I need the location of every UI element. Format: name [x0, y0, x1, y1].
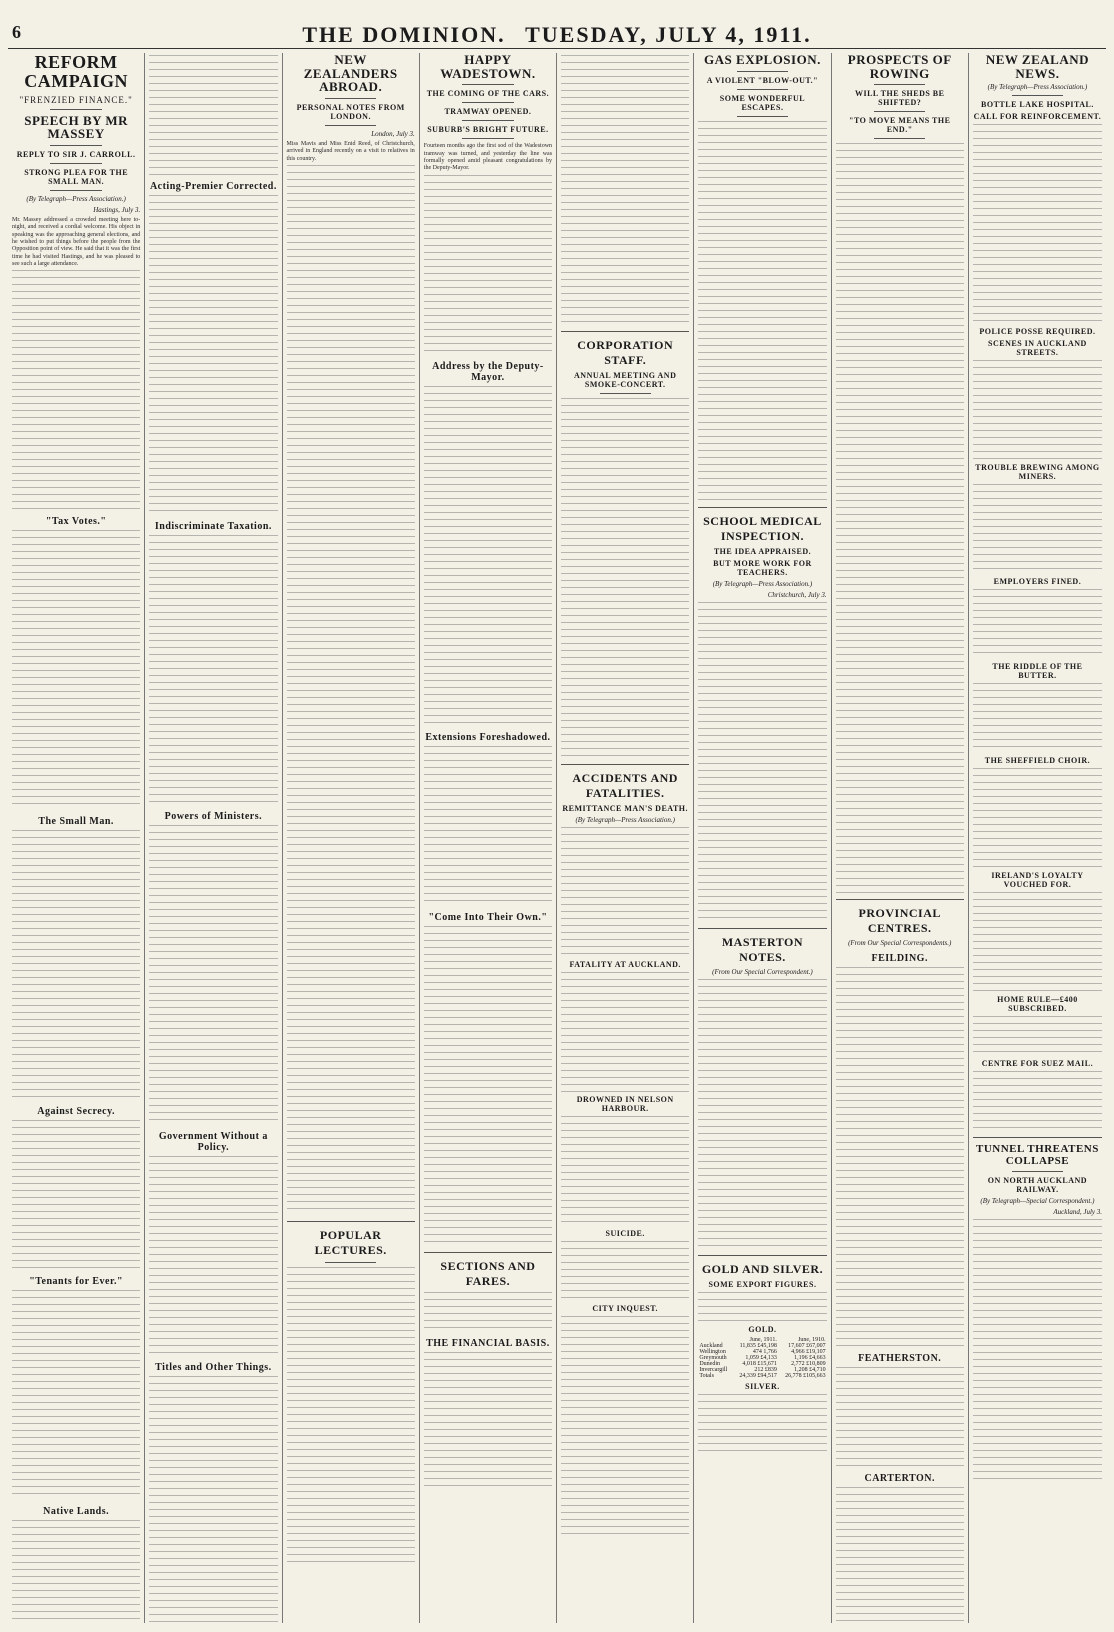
- subhead-ireland-loyalty: IRELAND'S LOYALTY VOUCHED FOR.: [991, 871, 1084, 890]
- article-text: [973, 484, 1102, 574]
- paper-name: THE DOMINION.: [302, 22, 506, 47]
- table-row: Totals 24,339 £94,517 26,778 £105,663: [699, 1372, 826, 1379]
- headline-speech: SPEECH BY MR MASSEY: [24, 112, 128, 142]
- dateline: London, July 3.: [371, 129, 415, 138]
- headline-happy-wadestown: HAPPY WADESTOWN.: [440, 53, 536, 81]
- masthead-date: JULY 4, 1911.: [655, 22, 812, 47]
- section-against-secrecy: Against Secrecy.: [37, 1106, 116, 1118]
- article-text: [424, 175, 552, 355]
- article-text: [836, 967, 964, 1347]
- table-row: Greymouth 1,059 £4,133 1,196 £4,663: [699, 1354, 826, 1361]
- article-text: [12, 270, 140, 510]
- headline-gold-silver: GOLD AND SILVER.: [701, 1261, 824, 1276]
- article-text: [149, 55, 277, 175]
- headline-gas-explosion: GAS EXPLOSION.: [704, 53, 821, 67]
- column-4: [420, 53, 557, 1623]
- headline-popular-lectures: POPULAR LECTURES.: [314, 1227, 387, 1257]
- subhead-move-means-end: "TO MOVE MEANS THE END.": [849, 116, 951, 135]
- article-text: [149, 535, 277, 805]
- dateline: Hastings, July 3.: [93, 206, 141, 215]
- subhead-trouble-miners: TROUBLE BREWING AMONG MINERS.: [975, 463, 1100, 482]
- headline-nz-abroad: NEW ZEALANDERS ABROAD.: [303, 53, 398, 95]
- subhead-home-rule: HOME RULE—£400 SUBSCRIBED.: [997, 995, 1078, 1014]
- article-text: [287, 1267, 415, 1567]
- subhead-drowned-nelson: DROWNED IN NELSON HARBOUR.: [576, 1095, 674, 1113]
- headline-tunnel-collapse: TUNNEL THREATENS COLLAPSE: [976, 1143, 1099, 1167]
- table-title-gold: GOLD.: [748, 1324, 777, 1334]
- table-title-silver: SILVER.: [745, 1381, 780, 1391]
- section-native-lands: Native Lands.: [43, 1506, 110, 1518]
- dateline: Auckland, July 3.: [1053, 1208, 1102, 1217]
- section-tenants-for-ever: "Tenants for Ever.": [29, 1276, 124, 1288]
- subhead-reinforcement: CALL FOR REINFORCEMENT.: [973, 112, 1102, 122]
- subhead-strong-plea: STRONG PLEA FOR THE SMALL MAN.: [24, 168, 129, 187]
- article-text: [149, 1376, 277, 1623]
- headline-school-medical: SCHOOL MEDICAL INSPECTION.: [703, 513, 822, 543]
- section-tax-votes: "Tax Votes.": [45, 516, 107, 528]
- article-text: [12, 1290, 140, 1500]
- article-paragraph: Fourteen months ago the first sod of the Wadestown tramway was turned, and yesterday the line was formally opened amid pleasant congratulations by the Deputy-Mayor.: [423, 143, 553, 172]
- column-5: [557, 53, 694, 1623]
- article-text: [561, 827, 689, 957]
- headline-prospects-rowing: PROSPECTS OF ROWING: [847, 53, 952, 81]
- subhead-north-auckland: ON NORTH AUCKLAND RAILWAY.: [987, 1176, 1088, 1195]
- article-text: [973, 768, 1102, 868]
- section-financial-basis: THE FINANCIAL BASIS.: [426, 1337, 550, 1349]
- column-8: [969, 53, 1106, 1623]
- columns: [8, 53, 1106, 1623]
- article-text: [561, 1241, 689, 1301]
- article-text: [836, 1487, 964, 1623]
- byline: (By Telegraph—Press Association.): [712, 579, 813, 588]
- article-text: [973, 1071, 1102, 1131]
- article-text: [149, 195, 277, 515]
- subhead-auckland-streets: SCENES IN AUCKLAND STREETS.: [988, 339, 1087, 358]
- section-come-into-their-own: "Come Into Their Own.": [428, 911, 548, 923]
- subhead-riddle-butter: THE RIDDLE OF THE BUTTER.: [992, 662, 1083, 681]
- subhead-blow-out: A VIOLENT "BLOW-OUT.": [706, 75, 819, 85]
- article-text: [561, 1316, 689, 1536]
- section-titles: Titles and Other Things.: [155, 1362, 272, 1373]
- article-text: [287, 165, 415, 1215]
- section-government-without-policy: Government Without a Policy.: [158, 1131, 268, 1153]
- table-row: Invercargill 212 £839 1,208 £4,710: [699, 1366, 826, 1373]
- article-text: [698, 1394, 826, 1454]
- article-paragraph: Mr. Massey addressed a crowded meeting here to-night, and received a cordial welcome. His object in speaking was the approaching general elections, and he wished to put things before the people from the Opposition point of view. He said that it was the first time he had visited Hastings, and he was pleased to see such a large attendance.: [12, 217, 141, 268]
- subhead-reply: REPLY TO SIR J. CARROLL.: [16, 150, 136, 160]
- article-text: [424, 1352, 552, 1492]
- column-6: [694, 53, 831, 1623]
- article-text: [424, 1292, 552, 1332]
- subhead-annual-meeting: ANNUAL MEETING AND SMOKE-CONCERT.: [574, 371, 677, 389]
- column-1: [8, 53, 145, 1623]
- section-featherston: FEATHERSTON.: [858, 1353, 942, 1365]
- article-text: [561, 55, 689, 325]
- headline-corporation-staff: CORPORATION STAFF.: [577, 338, 674, 367]
- byline: (From Our Special Correspondents.): [848, 939, 952, 948]
- byline: (By Telegraph—Special Correspondent.): [980, 1197, 1095, 1206]
- subhead-escapes: SOME WONDERFUL ESCAPES.: [719, 93, 806, 112]
- article-paragraph: Miss Mavis and Miss Enid Reed, of Christchurch, arrived in England recently on a visit to relatives in this country.: [286, 140, 415, 162]
- subhead-coming-of-cars: THE COMING OF THE CARS.: [426, 89, 550, 99]
- subhead-personal-notes: PERSONAL NOTES FROM LONDON.: [296, 102, 405, 121]
- article-text: [149, 825, 277, 1125]
- section-small-man: The Small Man.: [38, 816, 114, 828]
- article-text: [561, 972, 689, 1092]
- byline: (By Telegraph—Press Association.): [987, 83, 1088, 92]
- masthead-day: TUESDAY,: [525, 22, 648, 47]
- column-2: [145, 53, 282, 1623]
- article-text: [973, 360, 1102, 460]
- article-text: [561, 398, 689, 758]
- article-text: [424, 746, 552, 906]
- article-text: [973, 1219, 1102, 1479]
- article-text: [424, 386, 552, 726]
- subhead-idea-appraised: THE IDEA APPRAISED.: [713, 546, 812, 556]
- article-text: [424, 926, 552, 1246]
- subhead-bright-future: SUBURB'S BRIGHT FUTURE.: [427, 125, 549, 135]
- subhead-suez-mail: CENTRE FOR SUEZ MAIL.: [981, 1059, 1094, 1069]
- article-text: [973, 1016, 1102, 1056]
- headline-reform-campaign: REFORM CAMPAIGN: [24, 53, 128, 91]
- article-text: [12, 1120, 140, 1270]
- article-text: [698, 979, 826, 1249]
- article-text: [12, 830, 140, 1100]
- subhead-city-inquest: CITY INQUEST.: [592, 1304, 658, 1313]
- subhead-export-figures: SOME EXPORT FIGURES.: [708, 1279, 817, 1289]
- masthead: [8, 22, 1106, 49]
- article-text: [973, 589, 1102, 659]
- article-text: [698, 121, 826, 501]
- headline-sections-fares: SECTIONS AND FARES.: [440, 1258, 536, 1288]
- article-text: [973, 683, 1102, 753]
- column-7: [832, 53, 969, 1623]
- headline-nz-news: NEW ZEALAND NEWS.: [985, 53, 1089, 81]
- subhead-tramway-opened: TRAMWAY OPENED.: [444, 107, 532, 117]
- column-3: [283, 53, 420, 1623]
- subhead-bottle-lake: BOTTLE LAKE HOSPITAL.: [981, 100, 1094, 110]
- headline-provincial-centres: PROVINCIAL CENTRES.: [858, 906, 941, 936]
- article-text: [12, 530, 140, 810]
- table-row: Auckland 11,835 £45,198 17,607 £67,007: [699, 1342, 826, 1349]
- table-row: Dunedin 4,018 £15,671 2,772 £10,809: [699, 1360, 826, 1367]
- section-extensions: Extensions Foreshadowed.: [425, 731, 551, 743]
- masthead-title: [8, 22, 1106, 48]
- dateline: Christchurch, July 3.: [767, 590, 827, 599]
- section-acting-premier: Acting-Premier Corrected.: [149, 181, 277, 192]
- article-text: [561, 1116, 689, 1226]
- section-carterton: CARTERTON.: [864, 1473, 935, 1485]
- subhead-employers-fined: EMPLOYERS FINED.: [993, 577, 1082, 587]
- article-text: [973, 124, 1102, 324]
- article-text: [149, 1156, 277, 1356]
- article-text: [698, 1292, 826, 1322]
- section-deputy-mayor-address: Address by the Deputy-Mayor.: [432, 360, 544, 383]
- table-row: Wellington 474 1,766 4,966 £19,107: [699, 1348, 826, 1355]
- article-text: [698, 602, 826, 922]
- subhead-sheffield-choir: THE SHEFFIELD CHOIR.: [984, 756, 1091, 766]
- headline-accidents: ACCIDENTS AND FATALITIES.: [572, 771, 678, 800]
- article-text: [973, 892, 1102, 992]
- gold-export-table: [698, 1337, 826, 1379]
- table-header-row: June, 1911. June, 1910.: [749, 1336, 826, 1343]
- byline: (From Our Special Correspondent.): [712, 967, 813, 976]
- subhead-fatality-auckland: FATALITY AT AUCKLAND.: [569, 960, 681, 969]
- section-feilding: FEILDING.: [871, 953, 928, 965]
- subhead-sheds-shifted: WILL THE SHEDS BE SHIFTED?: [854, 89, 945, 108]
- section-powers-of-ministers: Powers of Ministers.: [164, 811, 263, 822]
- headline-masterton-notes: MASTERTON NOTES.: [721, 934, 804, 964]
- byline: (By Telegraph—Press Association.): [575, 816, 675, 824]
- article-text: [12, 1520, 140, 1623]
- subhead-police-posse: POLICE POSSE REQUIRED.: [979, 327, 1096, 337]
- section-indiscriminate-taxation: Indiscriminate Taxation.: [154, 521, 272, 532]
- subhead-remittance-man: REMITTANCE MAN'S DEATH.: [562, 804, 689, 813]
- subhead-frenzied-finance: "FRENZIED FINANCE.": [19, 94, 133, 105]
- byline: (By Telegraph—Press Association.): [26, 195, 126, 204]
- subhead-suicide: SUICIDE.: [605, 1229, 645, 1238]
- article-text: [836, 1367, 964, 1467]
- page-number: 6: [12, 22, 21, 42]
- article-text: [836, 143, 964, 893]
- subhead-more-work: BUT MORE WORK FOR TEACHERS.: [713, 558, 812, 577]
